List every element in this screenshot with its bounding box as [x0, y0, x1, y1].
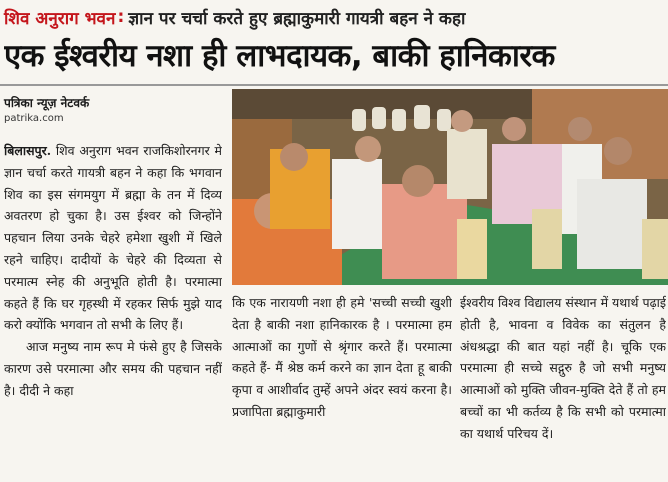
kicker-separator: : — [117, 7, 125, 27]
article-paragraph-3: कि एक नारायणी नशा ही हमे 'सच्ची सच्ची खुशी देता है बाकी नशा हानिकारक है । परमात्मा हम आत्माओं का गुणों से श्रृंगार करते हैं। परमात्मा कहते हैं- मैं श्रेष्ठ कर्म करने का ज्ञान देता हू बाकी कृपा व आशीर्वाद तुम्हें अपने अंदर स्वयं करना है। प्रजापिता ब्रह्माकुमारी — [232, 295, 452, 419]
article-column-2 — [232, 292, 452, 478]
dateline: बिलासपुर. — [4, 143, 52, 158]
kicker-label: शिव अनुराग भवन — [4, 8, 116, 29]
kicker — [4, 4, 465, 30]
article-paragraph-4: ईश्वरीय विश्व विद्यालय संस्थान में यथार्थ पढ़ाई होती है, भावना व विवेक का संतुलन है अंधश्रद्धा की बात यहां नहीं है। चूकि एक परमात्मा ही सच्चे सद्गुरु है जो सभी मनुष्य आत्माओं को मुक्ति जीवन-मुक्ति देते हैं तो हम बच्चों का भी कर्तव्य है कि सभी को परमात्मा का यथार्थ परिचय दें। — [460, 295, 666, 441]
news-photo — [232, 89, 668, 285]
divider — [0, 84, 668, 86]
byline: पत्रिका न्यूज़ नेटवर्क — [4, 96, 90, 110]
article-column-1 — [4, 140, 222, 480]
article-paragraph-1: शिव अनुराग भवन राजकिशोरनगर मे ज्ञान चर्चा करते गायत्री बहन ने कहा कि भगवान शिव का इस संगमयुग में ब्रह्मा के तन में दिव्य अवतरण हो चुका है। उस ईश्वर को जिन्होंने पहचान लिया उनके चेहरे हमेशा खुशी में खिले रहने चाहिए। दादीयों के चेहरे की दिव्यता से परमात्म स्नेह की अनुभूति होती है। परमात्मा कहते हैं कि घर गृहस्थी में रहकर सिर्फ मुझे याद करो क्योंकि भगवान तो सभी के लिए हैं। — [4, 143, 222, 333]
article-column-3 — [460, 292, 666, 478]
audience-photo-illustration — [232, 89, 668, 285]
headline: एक ईश्वरीय नशा ही लाभदायक, बाकी हानिकारक — [4, 38, 555, 74]
site-url: patrika.com — [4, 113, 64, 124]
kicker-text: ज्ञान पर चर्चा करते हुए ब्रह्माकुमारी गायत्री बहन ने कहा — [128, 8, 466, 29]
article-paragraph-2: आज मनुष्य नाम रूप मे फंसे हुए है जिसके कारण उसे परमात्मा और समय की पहचान नहीं है। दीदी ने कहा — [4, 339, 222, 398]
